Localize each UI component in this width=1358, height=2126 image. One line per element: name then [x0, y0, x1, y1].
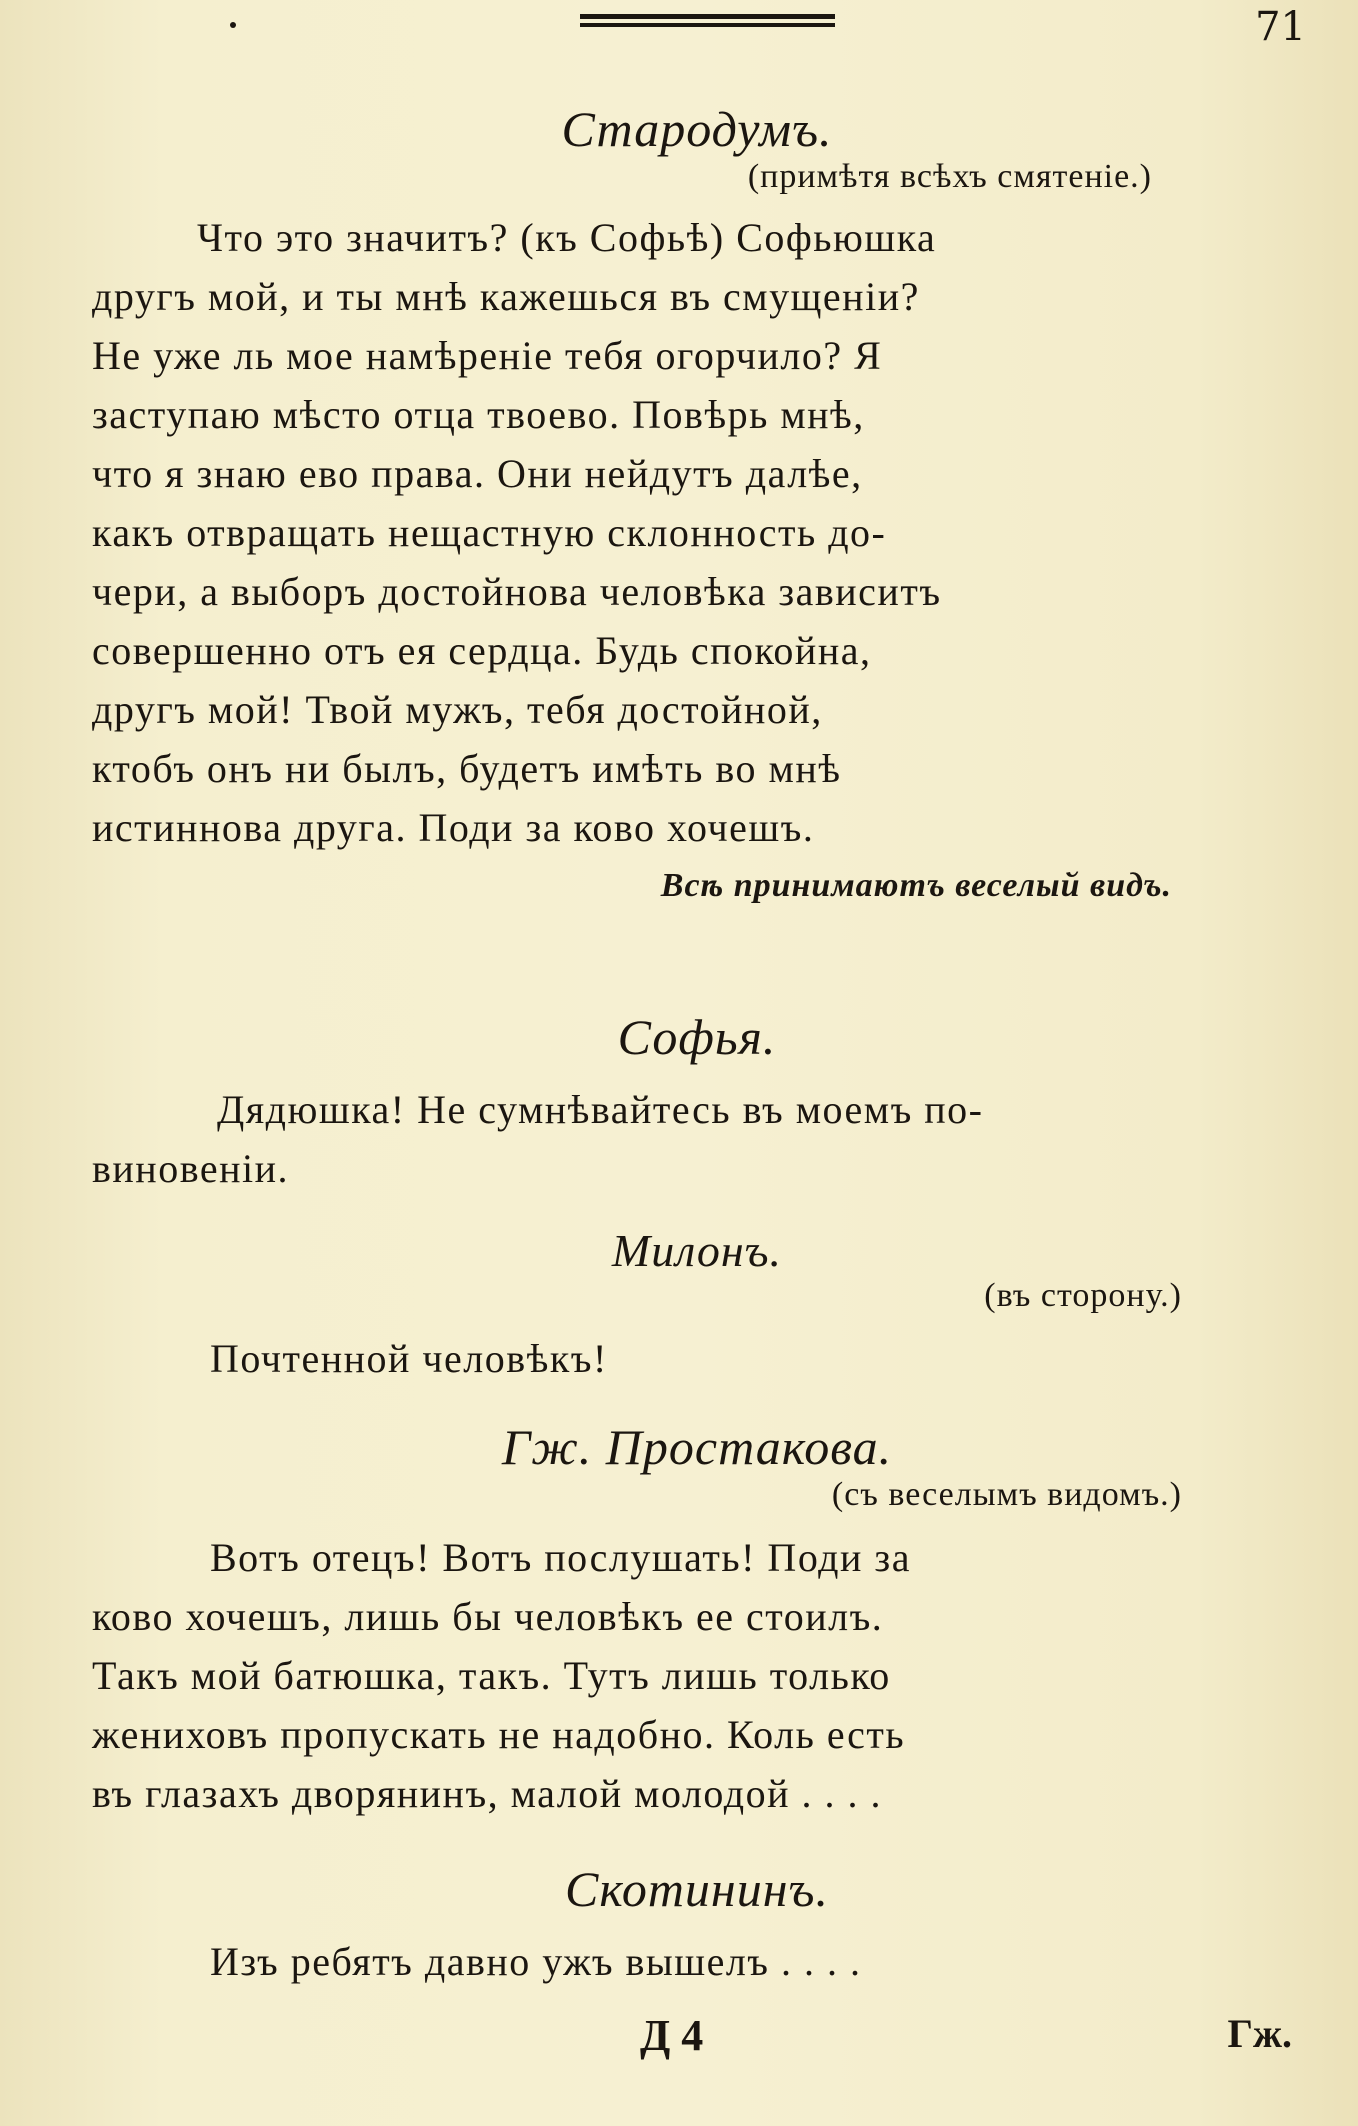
speech-line: ктобъ онъ ни былъ, будетъ имѣть во мнѣ: [92, 746, 842, 791]
speech-line: жениховъ пропускать не надобно. Коль есть: [92, 1712, 906, 1757]
direction-starodum: (примѣтя всѣхъ смятенiе.): [747, 158, 1152, 195]
speech-line: другъ мой! Твой мужъ, тебя достойной,: [92, 687, 823, 732]
speech-line: заступаю мѣсто отца твоево. Повѣрь мнѣ,: [92, 392, 865, 437]
scene-prostakova: [92, 1418, 1302, 1823]
speaker-name-sofia: Софья.: [617, 1009, 777, 1065]
speech-line: Что это значитъ? (къ Софьѣ) Софьюшка: [197, 215, 937, 260]
speech-line: Дядюшка! Не сумнѣвайтесь въ моемъ по-: [217, 1087, 984, 1132]
catchword: Гж.: [1227, 2011, 1292, 2056]
speaker-name-starodum: Стародумъ.: [561, 101, 833, 157]
direction-milon: (въ сторону.): [984, 1277, 1182, 1314]
ornament-dot: [230, 22, 236, 28]
speech-line: ково хочешъ, лишь бы человѣкъ ее стоилъ.: [92, 1594, 884, 1639]
speech-line: Не уже ль мое намѣренiе тебя огорчило? Я: [92, 333, 883, 378]
scene-skotinin: [92, 1860, 1302, 1991]
speech-line: въ глазахъ дворянинъ, малой молодой . . . .: [92, 1771, 883, 1816]
scene-starodum: [92, 100, 1302, 905]
speech-line: совершенно отъ ея сердца. Будь спокойна,: [92, 628, 872, 673]
stage-direction: Всѣ принимаютъ веселый видъ.: [660, 867, 1172, 904]
speech-line: какъ отвращать нещастную склонность до-: [92, 510, 887, 555]
scene-milon: [92, 1224, 1302, 1388]
header-rule: [580, 14, 835, 28]
speech-line: Изъ ребятъ давно ужъ вышелъ . . . .: [210, 1939, 862, 1984]
page-number: 71: [1255, 4, 1306, 50]
speech-line: Вотъ отецъ! Вотъ послушать! Поди за: [210, 1535, 911, 1580]
speech-line: что я знаю ево права. Они нейдутъ далѣе,: [92, 451, 863, 496]
speech-line: чери, а выборъ достойнова человѣка зависитъ: [92, 569, 942, 614]
speech-line: Такъ мой батюшка, такъ. Тутъ лишь только: [92, 1653, 891, 1698]
signature-mark: Д 4: [640, 2011, 704, 2060]
speaker-name-milon: Милонъ.: [611, 1225, 783, 1276]
speaker-name-prostakova: Гж. Простакова.: [501, 1419, 893, 1475]
direction-prostakova: (съ веселымъ видомъ.): [831, 1476, 1182, 1513]
speech-line: Почтенной человѣкъ!: [210, 1336, 608, 1381]
speech-starodum: [92, 208, 1302, 857]
speech-line: виновенiи.: [92, 1146, 290, 1191]
speech-line: истиннова друга. Поди за ково хочешъ.: [92, 805, 815, 850]
speech-line: другъ мой, и ты мнѣ кажешься въ смущенiи?: [92, 274, 920, 319]
speaker-name-skotinin: Скотининъ.: [564, 1861, 829, 1917]
scene-sofia: [92, 1008, 1302, 1198]
